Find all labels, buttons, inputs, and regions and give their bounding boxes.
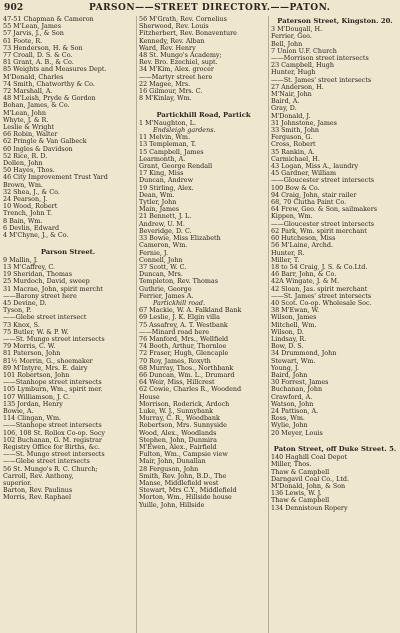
directory-entry: 68 Murray, Thos., Northbank xyxy=(139,363,234,372)
directory-entry: Duncan, Andrew xyxy=(139,176,194,185)
intersection-note: ——St. Mungo street intersects xyxy=(3,450,105,459)
street-heading: Partickhill Road, Partick xyxy=(156,110,251,119)
directory-entry: 64 Frew, Geo. & Son, sailmakers xyxy=(271,205,378,214)
directory-entry: 24 Pattison, A. xyxy=(271,406,319,415)
directory-entry: Kennedy, Rev. Alban xyxy=(139,36,205,45)
directory-entry: Hunter, R. xyxy=(271,248,305,257)
directory-entry: 25 Murdoch, David, sweep xyxy=(3,277,90,286)
directory-entry: 57 Jarvis, J., & Son xyxy=(3,29,64,38)
directory-entry: 31 Macrae, John, spirit mercht xyxy=(3,284,103,293)
directory-entry: 61 Foote, R. xyxy=(3,36,43,45)
directory-entry: Wilson, James xyxy=(271,313,317,322)
directory-entry: 74 Booth, Arthur, Thornloe xyxy=(139,342,227,351)
directory-entry: 8 M'Kinlay, Wm. xyxy=(139,94,192,103)
directory-entry: 102 Buchanan, G. M. registrar xyxy=(3,435,102,444)
directory-entry: 46 City Improvement Trust Yard xyxy=(3,173,108,182)
directory-entry: 77 Croall, D. S. & Co. xyxy=(3,51,73,60)
directory-entry: 69 Leslie, J. K. Elgin villa xyxy=(139,313,220,322)
intersection-note: ——Glebe street intersects xyxy=(3,457,90,466)
directory-entry: 8 Bain, Wm. xyxy=(3,216,43,225)
directory-entry: 50 Hayes, Thos. xyxy=(3,166,55,175)
directory-entry: 85 Weights and Measures Dept. xyxy=(3,65,107,74)
directory-entry: 62 Park, Wm. spirit merchant xyxy=(271,226,367,235)
street-heading: Parson Street. xyxy=(40,247,96,256)
directory-entry: 27 Anderson, H. xyxy=(271,82,324,91)
directory-entry: 19 Stirling, Alex. xyxy=(139,183,194,192)
directory-entry: 136 Lewis, W. J. xyxy=(271,489,322,498)
directory-entry: Robertson, Mrs. Sunnyside xyxy=(139,421,227,430)
directory-entry: 13 M'Caffrey, C. xyxy=(3,262,56,271)
directory-entry: 107 Williamson, J. C. xyxy=(3,392,70,401)
directory-entry: Morton, Wm., Hillside house xyxy=(139,493,232,502)
directory-entry: Wood, Alex., Woodlands xyxy=(139,428,217,437)
directory-entry: Buchanan, John xyxy=(271,385,323,394)
directory-entry: 56 M'Grath, Rev. Cornelius xyxy=(139,16,227,23)
directory-entry: Tyson, P. xyxy=(3,306,32,315)
directory-entry: Mitchell, Wm. xyxy=(271,320,317,329)
directory-entry: Stewart, Wm. xyxy=(271,356,316,365)
directory-entry: Morris, Rev. Raphael xyxy=(3,493,72,502)
intersection-note: ——Stanhope street intersects xyxy=(3,421,102,430)
directory-entry: Cross, Robert xyxy=(271,140,316,149)
directory-entry: M'Lean, John xyxy=(3,108,46,117)
directory-entry: Leslie & Wright xyxy=(3,123,55,132)
directory-entry: 64 Weir, Miss, Hillcrest xyxy=(139,378,215,387)
directory-entry: 60 Ingles & Davidson xyxy=(3,144,73,153)
directory-entry: 22 Magee, Mrs. xyxy=(139,79,191,88)
directory-entry: 62 Cowie, Charles R., Woodend xyxy=(139,385,242,394)
directory-entry: 62 Pringle & Van Galbeck xyxy=(3,137,87,146)
directory-entry: 56 St. Mungo's R. C. Church; xyxy=(3,464,98,473)
directory-entry: 74 Smith, Chatworthy & Co. xyxy=(3,79,95,88)
directory-entry: Brown, Wm. xyxy=(3,180,43,189)
directory-entry: 20 Meyer, Louis xyxy=(271,428,323,437)
directory-entry: Guthrie, George xyxy=(139,284,192,293)
directory-entry: 32 Shea, J., & Co. xyxy=(3,187,60,196)
directory-entry: Learmonth, A. xyxy=(139,154,186,163)
directory-entry: 81 Grant, A. B., & Co. xyxy=(3,58,74,67)
directory-entry: 135 Jordan, Henry xyxy=(3,399,63,408)
directory-entry: 52 Rice, R. D. xyxy=(3,151,48,160)
directory-entry: 33 Bowie, Miss Elizabeth xyxy=(139,234,221,243)
street-heading: Paterson Street, Kingston. 20. xyxy=(277,17,393,25)
directory-entry: Kippen, Wm. xyxy=(271,212,313,221)
directory-entry: 3 M'Dougall, H. xyxy=(271,25,323,34)
directory-entry: Mair, John, Dunallan xyxy=(139,457,206,466)
directory-entry: 114 Clingan, Wm. xyxy=(3,414,62,423)
intersection-note: ——Gloucester street intersects xyxy=(271,176,375,185)
intersection-note: ——Barony street here xyxy=(3,291,77,300)
directory-entry: House xyxy=(139,392,160,401)
directory-entry: Carroll, Rev. Anthony, xyxy=(3,471,74,480)
directory-entry: Fulton, Wm., Campsie view xyxy=(139,450,228,459)
directory-entry: Lindsay, R. xyxy=(271,334,307,343)
running-title: PARSON——STREET DIRECTORY.——PATON. xyxy=(88,3,331,13)
intersection-note: ——Minard road here xyxy=(139,327,210,336)
directory-entry: Dean, Wm. xyxy=(139,190,175,199)
directory-column-1 xyxy=(3,16,133,633)
directory-entry: 79 Morris, C. W. xyxy=(3,342,56,351)
directory-entry: 81½ Morrin, G., shoemaker xyxy=(3,356,93,365)
directory-entry: 33 Smith, John xyxy=(271,126,320,135)
directory-entry: 31 Johnstone, James xyxy=(271,118,337,127)
directory-entry: 75 Butler, W. & P. W. xyxy=(3,327,69,336)
directory-entry: Watson, John xyxy=(271,399,314,408)
directory-entry: 16 Gilmour, Mrs. C. xyxy=(139,87,203,96)
directory-entry: Grant, George Rendall xyxy=(139,162,213,171)
directory-entry: Ferrier, James A. xyxy=(139,291,194,300)
directory-entry xyxy=(3,239,133,246)
directory-entry: Crawford, A. xyxy=(271,392,313,401)
directory-entry: Connell, John xyxy=(139,255,183,264)
directory-entry: 68, 70 Clutha Paint Co. xyxy=(271,198,347,207)
directory-entry: Trench, John T. xyxy=(3,209,52,218)
directory-entry: 81 Paterson, John xyxy=(3,349,61,358)
directory-entry: Templeton, Rev. Thomas xyxy=(139,277,219,286)
directory-entry: 15 Campbell, James xyxy=(139,147,204,156)
directory-entry: Baird, John xyxy=(271,370,308,379)
directory-entry: Bohan, James, & Co. xyxy=(3,101,70,110)
directory-column-2 xyxy=(136,16,268,633)
directory-entry: 17 King, Miss xyxy=(139,169,184,178)
directory-entry: 89 M'Intyre, Mrs. E. dairy xyxy=(3,363,88,372)
directory-entry: 10 Wood, Robert xyxy=(3,202,58,211)
directory-entry: Stephen, John, Dunmira xyxy=(139,435,217,444)
directory-entry: 1 M'Naughton, L. xyxy=(139,118,196,127)
directory-entry: 48 M'Leish, Pryde & Gordon xyxy=(3,94,96,103)
directory-entry: Miller, T. xyxy=(271,255,300,264)
directory-entry: 94 Craig, John, stair railer xyxy=(271,190,357,199)
directory-entry: Wylie, John xyxy=(271,421,308,430)
directory-entry: Beveridge, D. C. xyxy=(139,226,192,235)
directory-entry: 46 Barr, John, & Co. xyxy=(271,270,337,279)
directory-entry: Ferrier, Geo. xyxy=(271,32,312,41)
directory-entry: 19 Sheridan, Thomas xyxy=(3,270,72,279)
directory-entry xyxy=(271,437,399,444)
directory-entry: 7 Union U.F. Church xyxy=(271,46,337,55)
directory-entry: Sherwood, Rev. Louis xyxy=(139,22,209,31)
directory-entry: Andrew, U. M. xyxy=(139,219,185,228)
directory-entry: 35 Rankin, A. xyxy=(271,147,315,156)
directory-entry: Ward, Rev. Henry xyxy=(139,43,196,52)
directory-entry: 134 Dennistoun Ropery xyxy=(271,503,348,512)
directory-entry: 40 Scot. Co-op. Wholesale Soc. xyxy=(271,298,372,307)
sub-heading: Endsleigh gardens. xyxy=(153,126,216,135)
directory-entry: Hunter, Hugh xyxy=(271,68,316,77)
directory-entry: 34 Drummond, John xyxy=(271,349,337,358)
intersection-note: ——Gloucester street intersects xyxy=(271,219,375,228)
directory-entry: 37 Scott, W. C. xyxy=(139,262,187,271)
directory-entry: Rev. Bro. Ezechiel, supt. xyxy=(139,58,218,67)
intersection-note: ——Martyr street here xyxy=(139,72,213,81)
directory-entry: 42 Sloan, Jas. spirit merchant xyxy=(271,284,368,293)
directory-entry: 23 Campbell, Hugh xyxy=(271,61,334,70)
directory-entry: Morrison, Roderick, Ardoch xyxy=(139,399,230,408)
page-header xyxy=(4,2,396,14)
directory-entry: Registry Office for Births, &c. xyxy=(3,442,100,451)
directory-entry: Miller, Thos. xyxy=(271,460,312,469)
directory-entry: Bowie, A. xyxy=(3,406,34,415)
directory-entry: 28 Ferguson, John xyxy=(139,464,199,473)
directory-entry: Stewart, Mrs C.Y., Middlefield xyxy=(139,486,237,495)
directory-entry: Ross, Wm. xyxy=(271,414,305,423)
directory-entry: Baird, A. xyxy=(271,97,300,106)
directory-entry: Wilson, D. xyxy=(271,327,304,336)
directory-entry: Tytler, John xyxy=(139,198,177,207)
directory-entry: Fitzherbert, Rev. Bonaventure xyxy=(139,29,237,38)
intersection-note: ——Glebe street intersect xyxy=(3,313,87,322)
directory-entry: 55 M'Lean, James xyxy=(3,22,61,31)
directory-entry: 6 Devlin, Edward xyxy=(3,223,60,232)
directory-entry xyxy=(139,102,268,109)
directory-entry: M'Donald, Charles xyxy=(3,72,64,81)
directory-entry: 101 Robertson, John xyxy=(3,370,70,379)
directory-entry: 105 Lymburn, Wm., spirit mer. xyxy=(3,385,103,394)
directory-entry: M'Donald, J. xyxy=(271,111,311,120)
directory-entry: 42A Wingate, J. & M. xyxy=(271,277,340,286)
directory-entry: 9 Mallin, J. xyxy=(3,255,38,264)
directory-entry: Young, J. xyxy=(271,363,299,372)
directory-entry: 48 St. Mungo's Academy; xyxy=(139,51,222,60)
directory-entry: Murray, C. R., Woodbank xyxy=(139,414,220,423)
directory-entry: 72 Fraser, Hugh, Glencaple xyxy=(139,349,229,358)
street-heading: Paton Street, off Duke Street. 5. xyxy=(273,444,397,453)
intersection-note: ——St. James' street intersects xyxy=(271,291,372,300)
directory-entry: 70 Roy, James, Roxyth xyxy=(139,356,211,365)
directory-entry: Main, James xyxy=(139,205,180,214)
directory-entry: superior. xyxy=(3,479,32,487)
directory-entry: Barton, Rev. Paulinus xyxy=(3,486,73,495)
directory-entry: Smith, Rev. John, B.D., The xyxy=(139,471,227,480)
directory-entry: 4 M'Chyne, J., & Co. xyxy=(3,231,69,240)
directory-entry: 76 Manford, Mrs., Wellfield xyxy=(139,334,229,343)
directory-entry: Bell, John xyxy=(271,39,303,48)
directory-entry: 45 Gardner, William xyxy=(271,169,337,178)
directory-entry: 66 Robin, Walter xyxy=(3,130,58,139)
directory-entry: Whyte, J. & R. xyxy=(3,115,49,124)
directory-entry: 100 Bow & Co. xyxy=(271,183,320,192)
directory-entry: Darngavil Coal Co., Ltd. xyxy=(271,474,350,483)
directory-entry: 47-51 Chapman & Cameron xyxy=(3,16,94,23)
directory-entry: Thaw & Campbell xyxy=(271,467,330,476)
directory-entry: Luke, W. J., Sunnybank xyxy=(139,406,213,415)
intersection-note: ——Stanhope street intersects xyxy=(3,378,102,387)
directory-entry: 106, 108 St. Rollox Co-op. Socy xyxy=(3,428,106,437)
directory-entry: 11 Melvin, Wm. xyxy=(139,133,191,142)
directory-entry: 60 Hutcheson, Miss xyxy=(271,234,336,243)
directory-entry: 45 Devine, D. xyxy=(3,298,47,307)
page-number: 902 xyxy=(4,3,24,13)
directory-entry: 73 Henderson, H. & Son xyxy=(3,43,83,52)
directory-entry: Yuille, John, Hillside xyxy=(139,500,205,509)
directory-entry: M'Donald, John, & Son xyxy=(271,482,346,490)
directory-entry: Gray, D. xyxy=(271,104,297,113)
directory-entry: 140 Haghill Coal Depot xyxy=(271,453,348,462)
directory-entry: Ferguson, G. xyxy=(271,133,313,142)
directory-entry: Thaw & Campbell xyxy=(271,496,330,505)
directory-entry: 43 Logan, Miss A., laundry xyxy=(271,162,359,171)
intersection-note: ——St. James' street intersects xyxy=(271,75,372,84)
directory-entry: 75 Assafrey, A. T. Westbank xyxy=(139,320,228,329)
directory-entry: M'Nair, John xyxy=(271,90,312,99)
directory-entry: 72 Marshall, A. xyxy=(3,87,53,96)
directory-entry: Duncan, Mrs. xyxy=(139,270,183,279)
directory-entry: Bow, D. S. xyxy=(271,342,304,351)
directory-entry: 18 to 54 Craig, J. S. & Co.Ltd. xyxy=(271,262,368,271)
directory-entry: 38 M'Ewan, W. xyxy=(271,306,320,315)
directory-entry: 21 Bennett, J. L. xyxy=(139,212,192,221)
directory-entry: 67 Mackie, W. A. Falkland Bank xyxy=(139,306,242,315)
directory-entry: 13 Templeman, T. xyxy=(139,140,197,149)
directory-entry: Dollen, John xyxy=(3,159,43,168)
directory-entry: 56 M'Laine, Archd. xyxy=(271,241,334,250)
directory-entry: Manse, Middlefield west xyxy=(139,479,219,487)
directory-entry: Cameron, Wm. xyxy=(139,241,188,250)
directory-entry: 73 Knox, S. xyxy=(3,320,40,329)
directory-entry: 30 Forrest, James xyxy=(271,378,329,387)
directory-entry: 24 Pearson, J. xyxy=(3,195,48,204)
intersection-note: ——Morrison street intersects xyxy=(271,54,369,63)
directory-entry: Carmichael, H. xyxy=(271,154,320,163)
directory-entry: M'Ewen, Alex., Fairfield xyxy=(139,442,217,451)
directory-entry: 34 M'Kim, Alex. grocer xyxy=(139,65,214,74)
directory-entry: Fernie, J. xyxy=(139,248,169,257)
directory-column-3 xyxy=(268,16,399,633)
directory-entry: 66 Duncan, Wm. L., Drumard xyxy=(139,370,235,379)
intersection-note: ——St. Mungo street intersects xyxy=(3,334,105,343)
sub-heading: Partickhill road. xyxy=(153,298,206,307)
